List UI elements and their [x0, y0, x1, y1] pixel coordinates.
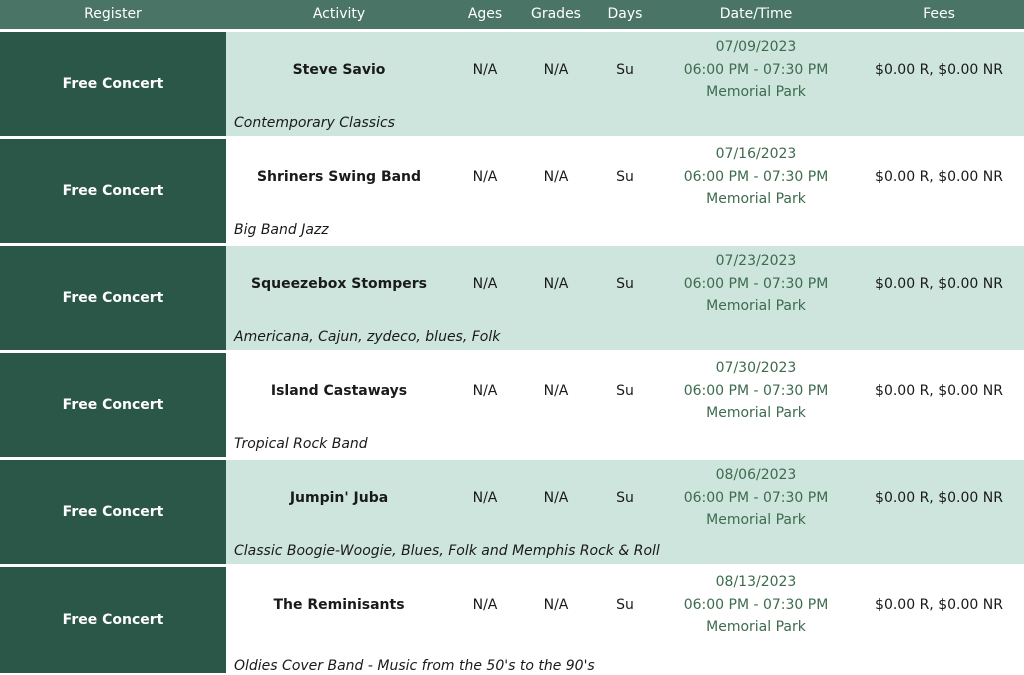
table-row	[0, 567, 1024, 673]
table-row	[0, 32, 1024, 139]
location-value: Memorial Park	[706, 84, 806, 100]
days-value: Su	[616, 169, 634, 185]
location-value: Memorial Park	[706, 298, 806, 314]
days-value: Su	[616, 490, 634, 506]
activity-name: Island Castaways	[270, 383, 408, 399]
activity-description: Americana, Cajun, zydeco, blues, Folk	[234, 329, 501, 345]
fees-value: $0.00 R, $0.00 NR	[875, 383, 1003, 399]
grades-value: N/A	[543, 383, 569, 399]
date-value: 07/16/2023	[715, 146, 797, 162]
table-header	[0, 0, 1024, 32]
register-button[interactable]: Free Concert	[0, 567, 226, 673]
activity-description: Oldies Cover Band - Music from the 50's to the 90's	[234, 658, 595, 674]
header-days: Days	[607, 6, 643, 22]
location-value: Memorial Park	[706, 405, 806, 421]
activity-name: Squeezebox Stompers	[251, 276, 427, 292]
fees-value: $0.00 R, $0.00 NR	[875, 169, 1003, 185]
table-row	[0, 353, 1024, 460]
location-value: Memorial Park	[706, 512, 806, 528]
activity-info	[226, 567, 1024, 673]
fees-value: $0.00 R, $0.00 NR	[875, 62, 1003, 78]
header-datetime: Date/Time	[719, 6, 793, 22]
date-value: 07/30/2023	[715, 360, 797, 376]
activity-name: Steve Savio	[292, 62, 386, 78]
time-value: 06:00 PM - 07:30 PM	[683, 382, 829, 399]
register-button[interactable]: Free Concert	[0, 460, 226, 564]
date-value: 07/23/2023	[715, 253, 797, 269]
activity-info	[226, 460, 1024, 564]
activity-name: Shriners Swing Band	[256, 169, 422, 185]
datetime-cell	[658, 571, 854, 639]
header-fees: Fees	[923, 6, 955, 22]
register-button[interactable]: Free Concert	[0, 353, 226, 457]
table-row	[0, 246, 1024, 353]
grades-value: N/A	[543, 490, 569, 506]
grades-value: N/A	[543, 276, 569, 292]
header-ages: Ages	[467, 6, 503, 22]
datetime-cell	[658, 357, 854, 425]
register-button[interactable]: Free Concert	[0, 246, 226, 350]
time-value: 06:00 PM - 07:30 PM	[683, 489, 829, 506]
activity-name: Jumpin' Juba	[289, 490, 389, 506]
table-row	[0, 139, 1024, 246]
days-value: Su	[616, 276, 634, 292]
ages-value: N/A	[472, 383, 498, 399]
fees-value: $0.00 R, $0.00 NR	[875, 490, 1003, 506]
datetime-cell	[658, 143, 854, 211]
days-value: Su	[616, 597, 634, 613]
datetime-cell	[658, 36, 854, 104]
activity-description: Tropical Rock Band	[234, 436, 368, 452]
time-value: 06:00 PM - 07:30 PM	[683, 596, 829, 613]
activity-description: Classic Boogie-Woogie, Blues, Folk and Memphis Rock & Roll	[234, 543, 660, 559]
ages-value: N/A	[472, 169, 498, 185]
datetime-cell	[658, 250, 854, 318]
ages-value: N/A	[472, 62, 498, 78]
date-value: 08/13/2023	[715, 574, 797, 590]
grades-value: N/A	[543, 62, 569, 78]
activity-info	[226, 246, 1024, 350]
fees-value: $0.00 R, $0.00 NR	[875, 597, 1003, 613]
time-value: 06:00 PM - 07:30 PM	[683, 275, 829, 292]
register-button[interactable]: Free Concert	[0, 139, 226, 243]
header-grades: Grades	[531, 6, 581, 22]
grades-value: N/A	[543, 169, 569, 185]
header-activity: Activity	[312, 6, 366, 22]
activity-info	[226, 32, 1024, 136]
datetime-cell	[658, 464, 854, 532]
days-value: Su	[616, 383, 634, 399]
ages-value: N/A	[472, 597, 498, 613]
activity-description: Contemporary Classics	[234, 115, 395, 131]
table-row	[0, 460, 1024, 567]
grades-value: N/A	[543, 597, 569, 613]
days-value: Su	[616, 62, 634, 78]
activity-info	[226, 353, 1024, 457]
date-value: 08/06/2023	[715, 467, 797, 483]
time-value: 06:00 PM - 07:30 PM	[683, 168, 829, 185]
ages-value: N/A	[472, 490, 498, 506]
date-value: 07/09/2023	[715, 39, 797, 55]
header-register: Register	[84, 6, 142, 22]
activity-info	[226, 139, 1024, 243]
location-value: Memorial Park	[706, 191, 806, 207]
fees-value: $0.00 R, $0.00 NR	[875, 276, 1003, 292]
activity-name: The Reminisants	[273, 597, 405, 613]
ages-value: N/A	[472, 276, 498, 292]
time-value: 06:00 PM - 07:30 PM	[683, 61, 829, 78]
location-value: Memorial Park	[706, 619, 806, 635]
register-button[interactable]: Free Concert	[0, 32, 226, 136]
activity-description: Big Band Jazz	[234, 222, 329, 238]
